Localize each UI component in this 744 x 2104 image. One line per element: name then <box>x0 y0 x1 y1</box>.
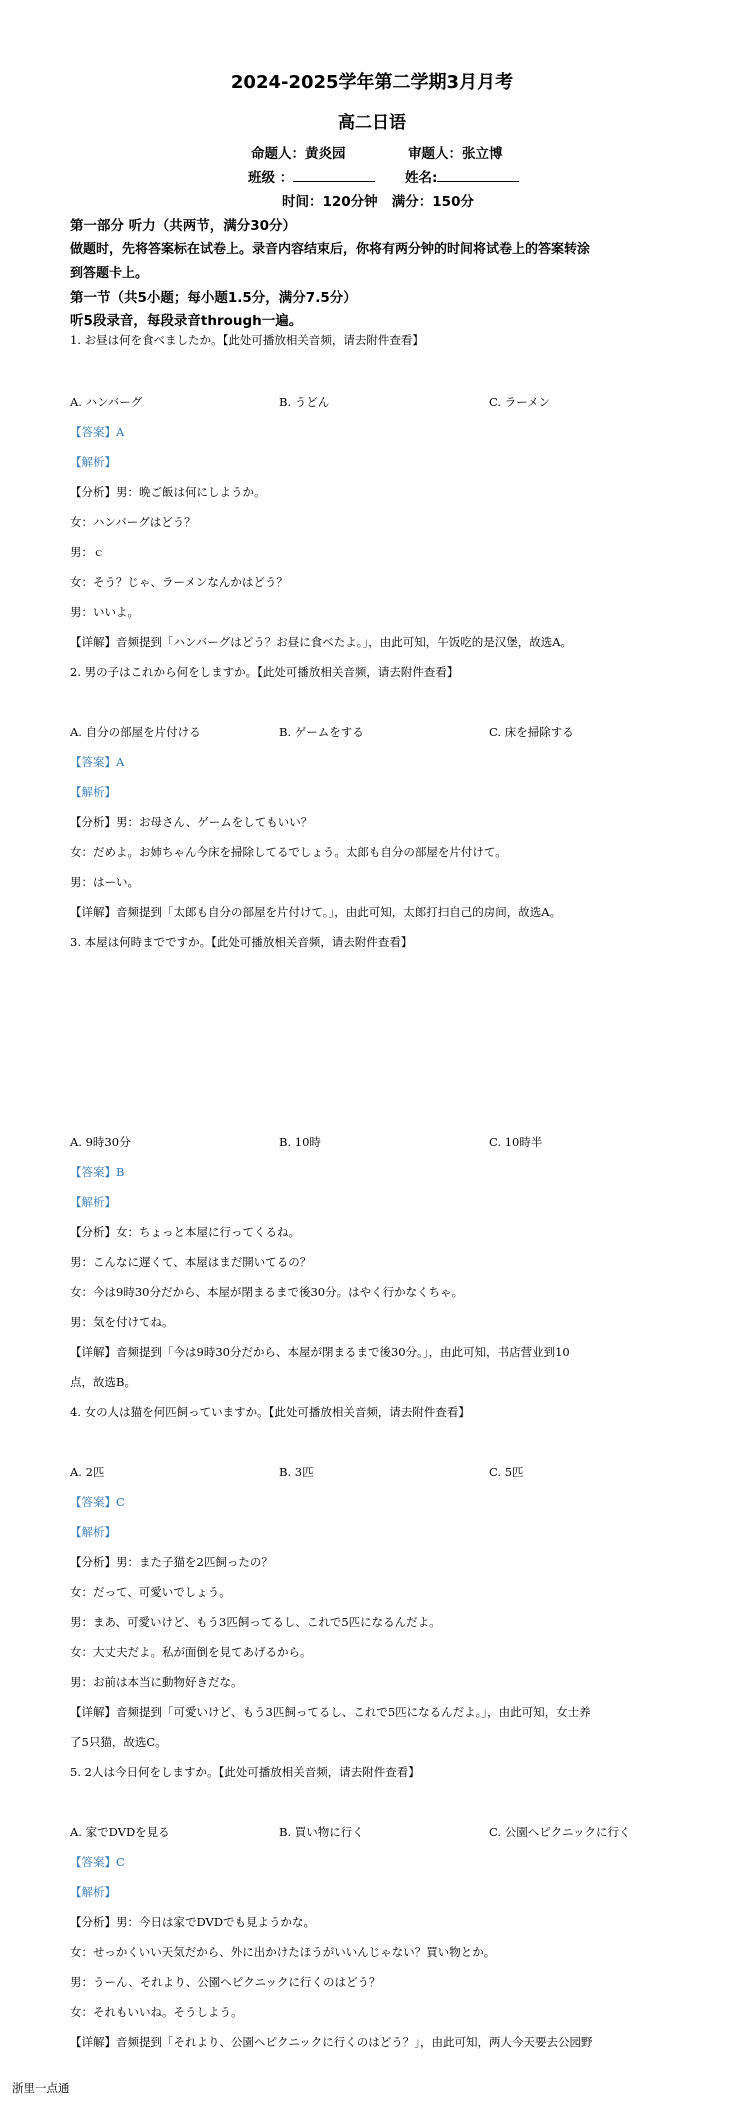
option-b: B. 10時 <box>279 1135 321 1149</box>
footer-watermark: 浙里一点通 <box>12 2081 70 2095</box>
analysis-line: 男：いいよ。 <box>70 605 139 619</box>
analysis-line: 男：気を付けてね。 <box>70 1315 174 1329</box>
option-a: A. 自分の部屋を片付ける <box>70 725 201 739</box>
answer-label: 【答案】C <box>70 1495 125 1509</box>
part1-instruction-1: 做题时，先将答案标在试卷上。录音内容结束后，你将有两分钟的时间将试卷上的答案转涂 <box>70 242 591 257</box>
option-c: C. ラーメン <box>489 395 551 409</box>
analysis-line: 男：こんなに遅くて、本屋はまだ開いてるの？ <box>70 1255 312 1269</box>
analysis-label: 【解析】 <box>70 1195 116 1209</box>
analysis-line: 女：だめよ。お姉ちゃん今床を掃除してるでしょう。太郎も自分の部屋を片付けて。 <box>70 845 507 859</box>
option-b: B. 買い物に行く <box>279 1825 364 1839</box>
detail-line: 【详解】音频提到「今は9時30分だから、本屋が閉まるまで後30分。」，由此可知，书店营业到10 <box>70 1345 570 1359</box>
class-blank <box>293 169 375 182</box>
detail-line: 【详解】音频提到「ハンバーグはどう？お昼に食べたよ。」，由此可知，午饭吃的是汉堡，故选A。 <box>70 635 572 649</box>
analysis-line: 男：お前は本当に動物好きだな。 <box>70 1675 243 1689</box>
analysis-line: 【分析】男：また子猫を2匹飼ったの？ <box>70 1555 273 1569</box>
option-a: A. 家でDVDを見る <box>70 1825 170 1839</box>
section-heading: 第一节（共5小题；每小题1.5分，满分7.5分） <box>70 290 357 306</box>
question-prompt: 2. 男の子はこれから何をしますか。【此处可播放相关音频，请去附件查看】 <box>70 665 459 679</box>
name-blank <box>437 169 519 182</box>
analysis-line: 女：せっかくいい天気だから、外に出かけたほうがいいんじゃない？買い物とか。 <box>70 1945 496 1959</box>
question-prompt: 1. お昼は何を食べましたか。【此处可播放相关音频，请去附件查看】 <box>70 333 424 347</box>
option-a: A. 2匹 <box>70 1465 105 1479</box>
answer-label: 【答案】C <box>70 1855 125 1869</box>
detail-line: 了5只猫，故选C。 <box>70 1735 167 1749</box>
question-prompt: 5. 2人は今日何をしますか。【此处可播放相关音频，请去附件查看】 <box>70 1765 420 1779</box>
option-c: C. 床を掃除する <box>489 725 574 739</box>
exam-title: 2024-2025学年第二学期3月月考 <box>230 72 514 93</box>
answer-label: 【答案】A <box>70 755 125 769</box>
detail-line: 【详解】音频提到「それより、公園へピクニックに行くのはどう？」，由此可知，两人今天要去公园野 <box>70 2035 593 2049</box>
option-b: B. 3匹 <box>279 1465 314 1479</box>
section-note: 听5段录音，每段录音through一遍。 <box>70 313 303 329</box>
time-score: 时间：120分钟 满分：150分 <box>282 194 474 210</box>
class-label: 班级 ： <box>248 170 294 186</box>
part1-heading: 第一部分 听力（共两节，满分30分） <box>70 218 296 234</box>
analysis-label: 【解析】 <box>70 785 116 799</box>
question-prompt: 3. 本屋は何時までですか。【此处可播放相关音频，请去附件查看】 <box>70 935 413 949</box>
option-c: C. 公園へピクニックに行く <box>489 1825 631 1839</box>
analysis-line: 女：そう？じゃ、ラーメンなんかはどう？ <box>70 575 288 589</box>
name-field <box>405 166 519 186</box>
analysis-line: 女：今は9時30分だから、本屋が閉まるまで後30分。はやく行かなくちゃ。 <box>70 1285 464 1299</box>
analysis-line: 【分析】男：晩ご飯は何にしようか。 <box>70 485 266 499</box>
analysis-line: 男：はーい。 <box>70 875 139 889</box>
analysis-line: 女：ハンバーグはどう？ <box>70 515 196 529</box>
name-label: 姓名: <box>405 170 438 186</box>
option-a: A. ハンバーグ <box>70 395 143 409</box>
part1-instruction-2: 到答题卡上。 <box>70 266 149 281</box>
analysis-label: 【解析】 <box>70 455 116 469</box>
analysis-line: 男：まあ、可愛いけど、もう3匹飼ってるし、これで5匹になるんだよ。 <box>70 1615 441 1629</box>
class-field <box>248 166 375 186</box>
option-b: B. ゲームをする <box>279 725 364 739</box>
analysis-line: 女：だって、可愛いでしょう。 <box>70 1585 231 1599</box>
analysis-line: 女：大丈夫だよ。私が面倒を見てあげるから。 <box>70 1645 312 1659</box>
analysis-line: 男：ｃ <box>70 545 105 559</box>
analysis-label: 【解析】 <box>70 1525 116 1539</box>
option-c: C. 5匹 <box>489 1465 524 1479</box>
option-b: B. うどん <box>279 395 330 409</box>
detail-line: 【详解】音频提到「可愛いけど、もう3匹飼ってるし、これで5匹になるんだよ。」，由此可知，女士养 <box>70 1705 591 1719</box>
analysis-line: 【分析】男：今日は家でDVDでも見ようかな。 <box>70 1915 316 1929</box>
analysis-line: 【分析】女：ちょっと本屋に行ってくるね。 <box>70 1225 300 1239</box>
analysis-line: 【分析】男：お母さん、ゲームをしてもいい？ <box>70 815 313 829</box>
detail-line: 点，故选B。 <box>70 1375 136 1389</box>
option-c: C. 10時半 <box>489 1135 543 1149</box>
answer-label: 【答案】A <box>70 425 125 439</box>
analysis-line: 女：それもいいね。そうしよう。 <box>70 2005 243 2019</box>
exam-subtitle: 高二日语 <box>338 113 406 133</box>
option-a: A. 9時30分 <box>70 1135 131 1149</box>
reviewer-label: 审题人：张立博 <box>408 146 503 162</box>
analysis-line: 男：うーん、それより、公園へピクニックに行くのはどう？ <box>70 1975 381 1989</box>
author-label: 命题人：黄炎园 <box>251 146 346 162</box>
question-prompt: 4. 女の人は猫を何匹飼っていますか。【此处可播放相关音频，请去附件查看】 <box>70 1405 470 1419</box>
detail-line: 【详解】音频提到「太郎も自分の部屋を片付けて。」，由此可知，太郎打扫自己的房间，故选A。 <box>70 905 562 919</box>
analysis-label: 【解析】 <box>70 1885 116 1899</box>
answer-label: 【答案】B <box>70 1165 125 1179</box>
